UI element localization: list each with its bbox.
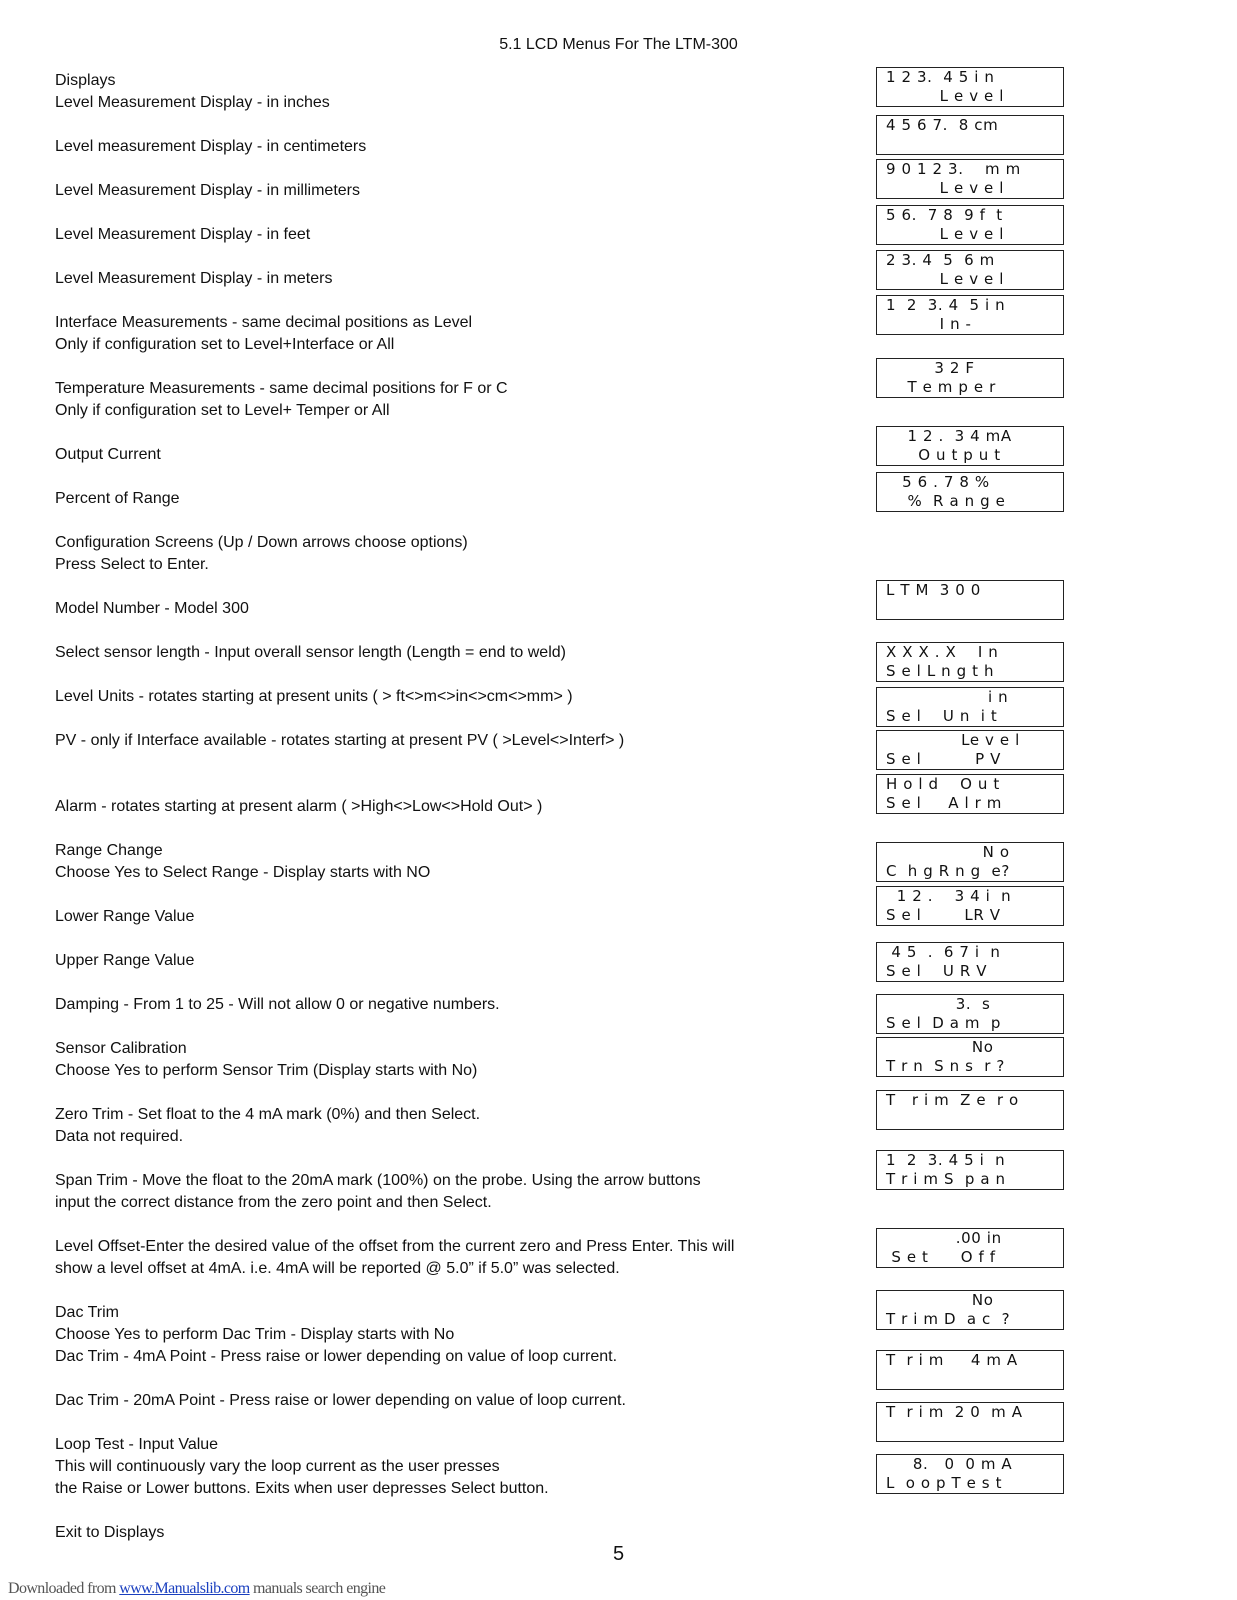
lcd-screen	[876, 842, 1064, 882]
menu-description	[55, 1038, 477, 1082]
lcd-line-2: L e v e l	[886, 87, 1005, 105]
page-number: 5	[612, 1543, 625, 1565]
lcd-screen	[876, 1228, 1064, 1268]
description-line: Choose Yes to perform Sensor Trim (Display starts with No)	[55, 1062, 478, 1079]
menu-description	[55, 180, 360, 202]
lcd-screen	[876, 67, 1064, 107]
lcd-screen	[876, 1037, 1064, 1077]
lcd-line-2: T r n S n s r ?	[886, 1057, 1005, 1075]
description-line: input the correct distance from the zero point and then Select.	[55, 1194, 492, 1211]
menu-description	[55, 730, 624, 752]
description-line: the Raise or Lower buttons. Exits when user depresses Select button.	[55, 1480, 549, 1497]
lcd-screen	[876, 1454, 1064, 1494]
menu-description	[55, 906, 194, 928]
lcd-line-2: S e l U R V	[886, 962, 988, 980]
menu-description	[55, 488, 180, 510]
description-line: Alarm - rotates starting at present alarm ( >High<>Low<>Hold Out> )	[55, 798, 543, 815]
menu-description	[55, 796, 542, 818]
lcd-line-2: L o o p T e s t	[886, 1474, 1003, 1492]
lcd-screen	[876, 472, 1064, 512]
description-line: Level Units - rotates starting at present units ( > ft<>m<>in<>cm<>mm> )	[55, 688, 573, 705]
description-line: Zero Trim - Set float to the 4 mA mark (0%) and then Select.	[55, 1106, 481, 1123]
lcd-line-2: S e l D a m p	[886, 1014, 1001, 1032]
description-line: show a level offset at 4mA. i.e. 4mA will be reported @ 5.0” if 5.0” was selected.	[55, 1260, 620, 1277]
lcd-screen	[876, 730, 1064, 770]
lcd-line-1: No	[886, 1291, 994, 1309]
lcd-screen	[876, 1402, 1064, 1442]
lcd-line-2: T r i m 2 0 m A	[886, 1403, 1023, 1421]
menu-description	[55, 1522, 164, 1544]
description-line: PV - only if Interface available - rotates starting at present PV ( >Level<>Interf> )	[55, 732, 625, 749]
description-line: Choose Yes to Select Range - Display starts with NO	[55, 864, 431, 881]
lcd-screen	[876, 687, 1064, 727]
lcd-screen	[876, 205, 1064, 245]
lcd-line-2: S e l U n i t	[886, 707, 998, 725]
description-line: Choose Yes to perform Dac Trim - Display starts with No	[55, 1326, 455, 1343]
description-line: Damping - From 1 to 25 - Will not allow 0 or negative numbers.	[55, 996, 500, 1013]
lcd-line-2: S e l P V	[886, 750, 1002, 768]
description-line: Only if configuration set to Level+Interface or All	[55, 336, 395, 353]
description-line: Dac Trim	[55, 1304, 119, 1321]
menu-description	[55, 994, 500, 1016]
lcd-line-1: 1 2 3. 4 5 i n	[886, 68, 995, 86]
lcd-screen	[876, 942, 1064, 982]
description-line: Model Number - Model 300	[55, 600, 249, 617]
lcd-line-2: T e m p e r	[886, 378, 996, 396]
lcd-line-1: L T M 3 0 0	[886, 581, 981, 599]
lcd-line-2: S e l L n g t h	[886, 662, 995, 680]
lcd-screen	[876, 642, 1064, 682]
lcd-line-1: 5 6. 7 8 9 f t	[886, 206, 1003, 224]
lcd-screen	[876, 1090, 1064, 1130]
lcd-line-1: H o l d O u t	[886, 775, 1000, 793]
lcd-line-2: S e t O f f	[886, 1248, 996, 1266]
lcd-line-1: 3. s	[886, 995, 991, 1013]
footer-prefix: Downloaded from	[8, 1580, 120, 1597]
lcd-screen	[876, 115, 1064, 155]
lcd-line-1: N o	[886, 843, 1010, 861]
lcd-line-1: 9 0 1 2 3. m m	[886, 160, 1021, 178]
lcd-line-1: 5 6 . 7 8 %	[886, 473, 990, 491]
description-line: Level Measurement Display - in inches	[55, 94, 330, 111]
lcd-screen	[876, 1350, 1064, 1390]
menu-description	[55, 378, 508, 422]
lcd-line-2: T r i m D a c ?	[886, 1310, 1011, 1328]
menu-description	[55, 70, 330, 114]
description-line: Span Trim - Move the float to the 20mA mark (100%) on the probe. Using the arrow buttons	[55, 1172, 701, 1189]
menu-description	[55, 1236, 734, 1280]
lcd-line-2: L e v e l	[886, 270, 1005, 288]
menu-description	[55, 268, 332, 290]
lcd-line-2: S e l LR V	[886, 906, 1001, 924]
lcd-line-2: S e l A l r m	[886, 794, 1003, 812]
lcd-line-2: T r i m S p a n	[886, 1170, 1006, 1188]
description-line: Exit to Displays	[55, 1524, 165, 1541]
lcd-line-1: Le v e l	[886, 731, 1020, 749]
lcd-line-2: T r i m Z e r o	[886, 1091, 1019, 1109]
description-line: Level Measurement Display - in meters	[55, 270, 333, 287]
menu-description	[55, 950, 194, 972]
lcd-line-2: L e v e l	[886, 179, 1005, 197]
menu-description	[55, 224, 310, 246]
menu-description	[55, 1434, 549, 1500]
description-line: Press Select to Enter.	[55, 556, 209, 573]
lcd-screen	[876, 250, 1064, 290]
footer-suffix: manuals search engine	[249, 1580, 386, 1597]
description-line: Dac Trim - 4mA Point - Press raise or lower depending on value of loop current.	[55, 1348, 618, 1365]
lcd-screen	[876, 774, 1064, 814]
menu-description	[55, 1170, 701, 1214]
lcd-screen	[876, 295, 1064, 335]
lcd-line-1: 1 2 3. 4 5 i n	[886, 1151, 1006, 1169]
lcd-line-1: 8. 0 0 m A	[886, 1455, 1013, 1473]
menu-description	[55, 532, 468, 576]
lcd-line-2: T r i m 4 m A	[886, 1351, 1018, 1369]
lcd-line-1: No	[886, 1038, 994, 1056]
description-line: Lower Range Value	[55, 908, 195, 925]
menu-description	[55, 1104, 480, 1148]
lcd-line-2: C h g R n g e?	[886, 862, 1010, 880]
lcd-screen	[876, 358, 1064, 398]
lcd-line-1: 1 2 3. 4 5 i n	[886, 296, 1006, 314]
download-footer	[8, 1580, 385, 1598]
menu-description	[55, 840, 430, 884]
description-line: Upper Range Value	[55, 952, 195, 969]
description-line: Percent of Range	[55, 490, 180, 507]
description-line: Level measurement Display - in centimeters	[55, 138, 367, 155]
lcd-screen	[876, 1150, 1064, 1190]
menu-description	[55, 642, 566, 664]
lcd-screen	[876, 886, 1064, 926]
description-line: Displays	[55, 72, 116, 89]
description-line: Sensor Calibration	[55, 1040, 187, 1057]
menu-description	[55, 1390, 626, 1412]
description-line: Range Change	[55, 842, 163, 859]
lcd-line-1: 3 2 F	[886, 359, 975, 377]
lcd-line-1: 2 3. 4 5 6 m	[886, 251, 995, 269]
lcd-screen	[876, 159, 1064, 199]
page-title: 5.1 LCD Menus For The LTM-300	[499, 36, 738, 53]
lcd-line-1: .00 in	[886, 1229, 1002, 1247]
menu-description	[55, 136, 366, 158]
description-line: Level Offset-Enter the desired value of the offset from the current zero and Press Enter. This will	[55, 1238, 735, 1255]
lcd-screen	[876, 1290, 1064, 1330]
menu-description	[55, 444, 161, 466]
manualslib-link[interactable]: www.Manualslib.com	[119, 1580, 250, 1597]
description-line: Data not required.	[55, 1128, 184, 1145]
lcd-line-2: O u t p u t	[886, 446, 1001, 464]
lcd-line-1: X X X . X I n	[886, 643, 999, 661]
menu-description	[55, 686, 573, 708]
description-line: Select sensor length - Input overall sensor length (Length = end to weld)	[55, 644, 566, 661]
menu-description	[55, 312, 472, 356]
description-line: Only if configuration set to Level+ Temper or All	[55, 402, 390, 419]
lcd-line-1: 1 2 . 3 4 i n	[886, 887, 1012, 905]
lcd-screen	[876, 580, 1064, 620]
lcd-line-2: L e v e l	[886, 225, 1005, 243]
lcd-line-2: I n -	[886, 315, 972, 333]
lcd-screen	[876, 426, 1064, 466]
lcd-line-1: 1 2 . 3 4 mA	[886, 427, 1012, 445]
lcd-screen	[876, 994, 1064, 1034]
description-line: Level Measurement Display - in feet	[55, 226, 311, 243]
lcd-line-1: 4 5 . 6 7 i n	[886, 943, 1001, 961]
lcd-line-1: i n	[886, 688, 1009, 706]
description-line: Output Current	[55, 446, 161, 463]
description-line: Temperature Measurements - same decimal positions for F or C	[55, 380, 508, 397]
description-line: Level Measurement Display - in millimeters	[55, 182, 360, 199]
lcd-line-2: % R a n g e	[886, 492, 1006, 510]
description-line: Configuration Screens (Up / Down arrows choose options)	[55, 534, 468, 551]
lcd-line-1: 4 5 6 7. 8 cm	[886, 116, 999, 134]
menu-description	[55, 1302, 617, 1368]
description-line: Interface Measurements - same decimal positions as Level	[55, 314, 473, 331]
description-line: Dac Trim - 20mA Point - Press raise or lower depending on value of loop current.	[55, 1392, 626, 1409]
menu-description	[55, 598, 249, 620]
description-line: This will continuously vary the loop current as the user presses	[55, 1458, 500, 1475]
description-line: Loop Test - Input Value	[55, 1436, 219, 1453]
